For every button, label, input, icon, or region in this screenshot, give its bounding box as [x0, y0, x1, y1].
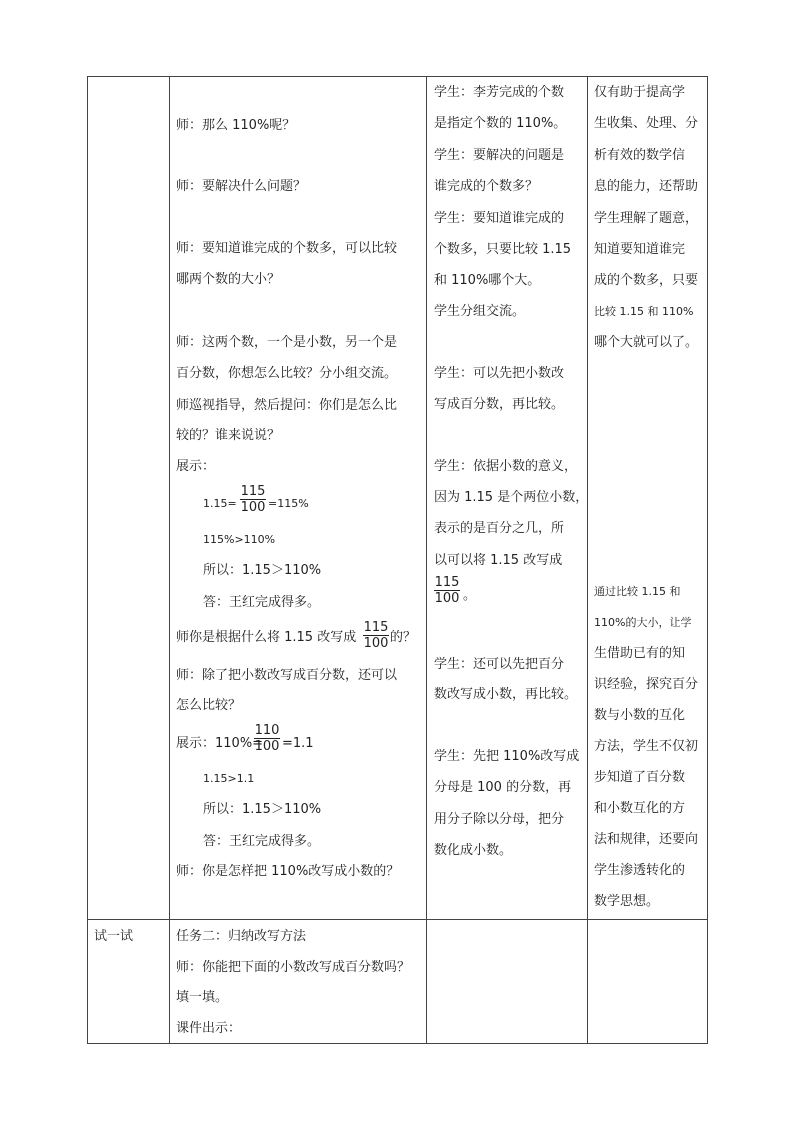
student-line: 学生：可以先把小数改 [434, 366, 565, 381]
teacher-line: 师：那么 110%呢？ [176, 118, 296, 133]
equation-text: 1.15= [203, 497, 237, 510]
equation-text: =1.1 [282, 736, 314, 751]
teacher-line: 师你是根据什么将 1.15 改写成 [176, 630, 357, 645]
teacher-line: 师：要知道谁完成的个数多，可以比较 [176, 241, 398, 256]
fraction: 115 100 [363, 620, 389, 651]
task-title: 任务二：归纳改写方法 [176, 929, 307, 944]
student-line: 数改写成小数，再比较。 [434, 687, 578, 702]
student-line: 用分子除以分母，把分 [434, 812, 565, 827]
student-line: 学生：李芳完成的个数 [434, 85, 565, 100]
conclusion-text: 所以：1.15＞110% [203, 563, 322, 578]
student-line: 学生：依据小数的意义， [434, 459, 578, 474]
intent-line: 通过比较 1.15 和 [594, 585, 681, 598]
fraction: 115 100 [240, 484, 266, 515]
teacher-line: 百分数，你想怎么比较？分小组交流。 [176, 366, 398, 381]
student-line: 数化成小数。 [434, 843, 513, 858]
student-line: 谁完成的个数多？ [434, 179, 539, 194]
column-divider [426, 77, 427, 1043]
teacher-line: 哪两个数的大小？ [176, 272, 281, 287]
teacher-line: 师：要解决什么问题？ [176, 179, 307, 194]
comparison-text: 115%>110% [203, 533, 276, 546]
intent-line: 析有效的数学信 [594, 148, 686, 163]
equation-text: 展示：110%= [176, 736, 264, 751]
intent-line: 110%的大小，让学 [594, 616, 692, 629]
student-line: 学生：要解决的问题是 [434, 148, 565, 163]
answer-text: 答：王红完成得多。 [203, 595, 321, 610]
intent-line: 哪个大就可以了。 [594, 335, 699, 350]
intent-line: 和小数互化的方 [594, 801, 686, 816]
teacher-line: 师巡视指导，然后提问：你们是怎么比 [176, 398, 398, 413]
teacher-line: 师：除了把小数改写成百分数，还可以 [176, 668, 398, 683]
student-line: 个数多，只要比较 1.15 [434, 242, 572, 257]
intent-line: 息的能力，还帮助 [594, 179, 699, 194]
intent-line: 成的个数多，只要 [594, 273, 699, 288]
student-line: 分母是 100 的分数，再 [434, 780, 572, 795]
student-line: 是指定个数的 110%。 [434, 116, 567, 131]
intent-line: 生借助已有的知 [594, 646, 686, 661]
student-line: 学生：先把 110%改写成 [434, 749, 580, 764]
teacher-line: 的？ [390, 630, 417, 645]
intent-line: 比较 1.15 和 110% [594, 305, 694, 318]
fraction: 115 100 [434, 575, 460, 606]
equation-text: =115% [268, 497, 309, 510]
student-line: 表示的是百分之几，所 [434, 521, 565, 536]
teacher-line: 课件出示： [176, 1021, 242, 1036]
comparison-text: 1.15>1.1 [203, 772, 255, 785]
student-line: 学生分组交流。 [434, 304, 526, 319]
intent-line: 步知道了百分数 [594, 770, 686, 785]
teacher-line: 师：这两个数，一个是小数，另一个是 [176, 335, 398, 350]
intent-line: 法和规律，还要向 [594, 832, 699, 847]
intent-line: 仅有助于提高学 [594, 85, 686, 100]
teacher-line: 填一填。 [176, 990, 229, 1005]
intent-line: 生收集、处理、分 [594, 116, 699, 131]
student-line: 。 [463, 588, 477, 603]
row-divider [88, 919, 707, 920]
student-line: 以可以将 1.15 改写成 [434, 553, 563, 568]
conclusion-text: 所以：1.15＞110% [203, 802, 322, 817]
intent-line: 知道要知道谁完 [594, 242, 686, 257]
teacher-line: 展示： [176, 459, 216, 474]
intent-line: 数与小数的互化 [594, 708, 686, 723]
fraction: 110 100 [254, 723, 280, 754]
column-divider [169, 77, 170, 1043]
student-line: 学生：还可以先把百分 [434, 657, 565, 672]
answer-text: 答：王红完成得多。 [203, 834, 321, 849]
student-line: 写成百分数，再比较。 [434, 397, 565, 412]
lesson-table [87, 76, 708, 1044]
student-line: 和 110%哪个大。 [434, 273, 541, 288]
intent-line: 学生渗透转化的 [594, 863, 686, 878]
teacher-line: 师：你能把下面的小数改写成百分数吗？ [176, 960, 411, 975]
student-line: 学生：要知道谁完成的 [434, 211, 565, 226]
intent-line: 方法，学生不仅初 [594, 739, 699, 754]
intent-line: 数学思想。 [594, 894, 660, 909]
row-label: 试一试 [94, 929, 134, 944]
intent-line: 学生理解了题意， [594, 211, 699, 226]
intent-line: 识经验，探究百分 [594, 677, 699, 692]
teacher-line: 较的？谁来说说？ [176, 428, 281, 443]
student-line: 因为 1.15 是个两位小数， [434, 490, 589, 505]
teacher-line: 师：你是怎样把 110%改写成小数的？ [176, 864, 400, 879]
column-divider [587, 77, 588, 1043]
teacher-line: 怎么比较？ [176, 698, 242, 713]
